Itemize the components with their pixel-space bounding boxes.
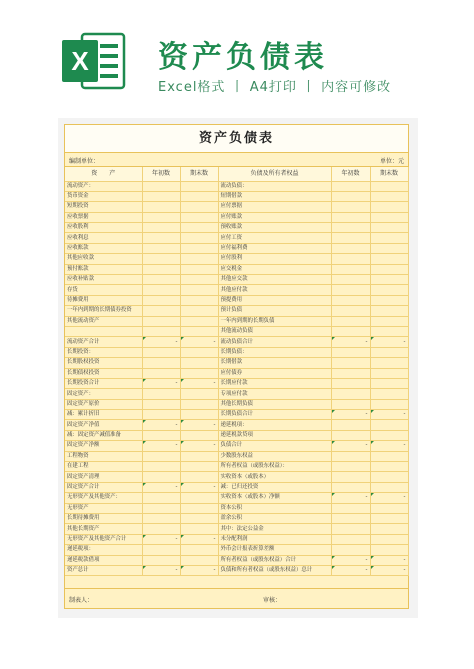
table-cell[interactable]: - xyxy=(370,555,408,565)
table-cell[interactable] xyxy=(180,399,218,409)
table-cell[interactable] xyxy=(142,306,180,316)
table-cell[interactable]: 固定资产合计 xyxy=(65,482,142,492)
table-cell[interactable] xyxy=(180,514,218,524)
table-row xyxy=(65,545,408,555)
table-cell[interactable]: 工程物资 xyxy=(65,451,142,461)
table-cell[interactable]: 货币资金 xyxy=(65,191,142,201)
balance-table xyxy=(65,167,409,576)
table-cell[interactable] xyxy=(142,254,180,264)
table-cell[interactable] xyxy=(331,399,370,409)
table-cell[interactable]: 长期债权投资 xyxy=(65,368,142,378)
table-cell[interactable]: - xyxy=(142,420,180,430)
table-cell[interactable] xyxy=(142,347,180,357)
table-row xyxy=(65,493,408,503)
table-cell[interactable] xyxy=(331,545,370,555)
table-cell[interactable]: 短期借款 xyxy=(218,191,331,201)
table-cell[interactable] xyxy=(180,326,218,336)
table-row xyxy=(65,472,408,482)
table-cell[interactable] xyxy=(370,389,408,399)
table-cell[interactable]: 负债合计 xyxy=(218,441,331,451)
table-cell[interactable]: 递延税项： xyxy=(218,420,331,430)
table-cell[interactable] xyxy=(142,223,180,233)
table-cell[interactable] xyxy=(370,514,408,524)
table-row xyxy=(65,337,408,347)
table-cell[interactable]: 实收资本（或股本） xyxy=(218,472,331,482)
column-header: 期末数 xyxy=(370,167,408,181)
table-cell[interactable] xyxy=(142,524,180,534)
table-cell[interactable]: 所有者权益（或股东权益）合计 xyxy=(218,555,331,565)
table-header-row xyxy=(65,167,408,181)
table-cell[interactable] xyxy=(370,264,408,274)
table-cell[interactable]: - xyxy=(180,534,218,544)
balance-sheet xyxy=(64,124,409,609)
table-cell[interactable] xyxy=(331,472,370,482)
table-cell[interactable] xyxy=(370,472,408,482)
table-cell[interactable] xyxy=(331,181,370,191)
table-cell[interactable]: 专项应付款 xyxy=(218,389,331,399)
table-cell[interactable]: - xyxy=(331,555,370,565)
table-row xyxy=(65,212,408,222)
table-cell[interactable] xyxy=(331,285,370,295)
table-cell[interactable]: 减：已归还投资 xyxy=(218,482,331,492)
table-cell[interactable] xyxy=(180,430,218,440)
table-cell[interactable] xyxy=(331,358,370,368)
table-row xyxy=(65,223,408,233)
table-cell[interactable] xyxy=(331,368,370,378)
table-cell[interactable]: 应收利息 xyxy=(65,233,142,243)
table-cell[interactable] xyxy=(331,316,370,326)
table-cell[interactable]: 应付票据 xyxy=(218,202,331,212)
table-cell[interactable] xyxy=(331,326,370,336)
preparer-label: 制表人： xyxy=(69,597,94,604)
column-header: 期末数 xyxy=(180,167,218,181)
table-cell[interactable] xyxy=(331,254,370,264)
table-cell[interactable] xyxy=(142,295,180,305)
table-row xyxy=(65,410,408,420)
table-cell[interactable] xyxy=(331,264,370,274)
table-cell[interactable]: 实收资本（或股本）净额 xyxy=(218,493,331,503)
table-row xyxy=(65,358,408,368)
table-cell[interactable]: - xyxy=(331,337,370,347)
table-cell[interactable] xyxy=(142,212,180,222)
table-cell[interactable] xyxy=(331,243,370,253)
table-row xyxy=(65,368,408,378)
table-row xyxy=(65,233,408,243)
table-row xyxy=(65,565,408,575)
table-row xyxy=(65,181,408,191)
table-cell[interactable]: 其他长期负债 xyxy=(218,399,331,409)
table-cell[interactable]: 长期负债合计 xyxy=(218,410,331,420)
table-cell[interactable]: 应收账款 xyxy=(65,243,142,253)
column-header: 年初数 xyxy=(142,167,180,181)
table-cell[interactable] xyxy=(142,493,180,503)
table-cell[interactable] xyxy=(142,430,180,440)
table-cell[interactable] xyxy=(180,202,218,212)
table-cell[interactable]: 应付福利费 xyxy=(218,243,331,253)
table-cell[interactable]: 其他长期资产 xyxy=(65,524,142,534)
table-cell[interactable] xyxy=(370,223,408,233)
table-row xyxy=(65,306,408,316)
table-cell[interactable]: 在建工程 xyxy=(65,462,142,472)
table-cell[interactable]: 流动资产合计 xyxy=(65,337,142,347)
table-cell[interactable] xyxy=(180,212,218,222)
table-row xyxy=(65,503,408,513)
table-cell[interactable] xyxy=(142,191,180,201)
table-cell[interactable]: 应交税金 xyxy=(218,264,331,274)
table-cell[interactable] xyxy=(370,462,408,472)
table-cell[interactable] xyxy=(180,410,218,420)
table-cell[interactable] xyxy=(180,472,218,482)
table-cell[interactable]: 预付账款 xyxy=(65,264,142,274)
table-cell[interactable] xyxy=(331,451,370,461)
table-cell[interactable]: - xyxy=(142,534,180,544)
table-cell[interactable]: 其他流动资产 xyxy=(65,316,142,326)
table-cell[interactable]: 无形资产 xyxy=(65,503,142,513)
table-row xyxy=(65,420,408,430)
table-cell[interactable] xyxy=(331,514,370,524)
table-cell[interactable]: 固定资产净值 xyxy=(65,420,142,430)
table-cell[interactable]: - xyxy=(142,565,180,575)
table-cell[interactable]: - xyxy=(180,482,218,492)
table-cell[interactable] xyxy=(180,493,218,503)
table-row xyxy=(65,555,408,565)
table-cell[interactable]: 短期投资 xyxy=(65,202,142,212)
table-cell[interactable]: 资产总计 xyxy=(65,565,142,575)
table-cell[interactable]: 预计负债 xyxy=(218,306,331,316)
table-cell[interactable] xyxy=(370,430,408,440)
table-cell[interactable] xyxy=(180,347,218,357)
meta-row xyxy=(65,153,408,167)
table-cell[interactable]: 递延税款贷项 xyxy=(218,430,331,440)
table-cell[interactable]: 固定资产： xyxy=(65,389,142,399)
table-cell[interactable] xyxy=(142,316,180,326)
table-cell[interactable] xyxy=(331,389,370,399)
table-cell[interactable]: 长期借款 xyxy=(218,358,331,368)
table-cell[interactable]: 长期投资合计 xyxy=(65,378,142,388)
table-cell[interactable] xyxy=(142,503,180,513)
table-cell[interactable] xyxy=(370,275,408,285)
table-cell[interactable]: - xyxy=(331,410,370,420)
table-cell[interactable]: 预提费用 xyxy=(218,295,331,305)
sheet-title: 资产负债表 xyxy=(65,125,408,153)
table-cell[interactable]: 递延税项： xyxy=(65,545,142,555)
table-row xyxy=(65,482,408,492)
table-row xyxy=(65,254,408,264)
table-cell[interactable]: - xyxy=(180,378,218,388)
table-cell[interactable]: - xyxy=(370,565,408,575)
table-cell[interactable]: - xyxy=(331,441,370,451)
table-cell[interactable] xyxy=(370,254,408,264)
table-cell[interactable] xyxy=(142,462,180,472)
table-cell[interactable] xyxy=(142,545,180,555)
table-cell[interactable] xyxy=(370,243,408,253)
table-cell[interactable] xyxy=(180,368,218,378)
table-cell[interactable] xyxy=(142,451,180,461)
table-cell[interactable] xyxy=(370,482,408,492)
table-cell[interactable] xyxy=(370,306,408,316)
excel-logo-icon xyxy=(60,30,126,92)
table-cell[interactable]: - xyxy=(180,441,218,451)
table-cell[interactable]: - xyxy=(370,337,408,347)
table-cell[interactable] xyxy=(370,181,408,191)
table-cell[interactable] xyxy=(331,347,370,357)
table-cell[interactable]: 长期待摊费用 xyxy=(65,514,142,524)
table-cell[interactable] xyxy=(331,534,370,544)
table-cell[interactable] xyxy=(331,420,370,430)
table-cell[interactable]: 应付工资 xyxy=(218,233,331,243)
table-cell[interactable]: 盈余公积 xyxy=(218,514,331,524)
table-cell[interactable]: 负债和所有者权益（或股东权益）总计 xyxy=(218,565,331,575)
table-cell[interactable]: - xyxy=(370,410,408,420)
table-cell[interactable] xyxy=(180,451,218,461)
table-cell[interactable]: 一年内到期的长期债券投资 xyxy=(65,306,142,316)
table-cell[interactable]: - xyxy=(180,420,218,430)
table-cell[interactable] xyxy=(331,223,370,233)
table-cell[interactable] xyxy=(180,243,218,253)
table-row xyxy=(65,462,408,472)
table-cell[interactable] xyxy=(180,545,218,555)
table-cell[interactable] xyxy=(370,316,408,326)
table-cell[interactable] xyxy=(370,191,408,201)
table-cell[interactable] xyxy=(331,202,370,212)
table-cell[interactable] xyxy=(142,368,180,378)
table-cell[interactable] xyxy=(331,306,370,316)
table-cell[interactable]: 长期股权投资 xyxy=(65,358,142,368)
page-header xyxy=(0,0,474,112)
table-cell[interactable] xyxy=(142,389,180,399)
table-cell[interactable] xyxy=(370,524,408,534)
table-cell[interactable]: 递延税款借项 xyxy=(65,555,142,565)
table-cell[interactable]: - xyxy=(142,441,180,451)
table-cell[interactable] xyxy=(331,482,370,492)
table-cell[interactable]: - xyxy=(370,441,408,451)
table-cell[interactable] xyxy=(331,503,370,513)
table-cell[interactable] xyxy=(142,410,180,420)
table-cell[interactable] xyxy=(370,326,408,336)
table-cell[interactable]: 资本公积 xyxy=(218,503,331,513)
table-cell[interactable]: 流动负债合计 xyxy=(218,337,331,347)
table-cell[interactable] xyxy=(180,233,218,243)
table-cell[interactable]: 应收股利 xyxy=(65,223,142,233)
table-cell[interactable] xyxy=(142,202,180,212)
table-cell[interactable]: 流动资产： xyxy=(65,181,142,191)
table-cell[interactable]: 流动负债： xyxy=(218,181,331,191)
table-row xyxy=(65,389,408,399)
table-cell[interactable] xyxy=(142,358,180,368)
table-cell[interactable] xyxy=(370,503,408,513)
table-cell[interactable] xyxy=(370,545,408,555)
table-cell[interactable] xyxy=(370,295,408,305)
table-cell[interactable] xyxy=(370,534,408,544)
table-cell[interactable]: 应付股利 xyxy=(218,254,331,264)
table-cell[interactable] xyxy=(180,254,218,264)
table-cell[interactable]: 外币会计报表折算差额 xyxy=(218,545,331,555)
unit-label: 单位：元 xyxy=(379,158,404,165)
table-cell[interactable]: - xyxy=(180,337,218,347)
table-cell[interactable]: - xyxy=(142,378,180,388)
table-cell[interactable]: - xyxy=(331,565,370,575)
table-cell[interactable] xyxy=(142,555,180,565)
table-cell[interactable]: 待摊费用 xyxy=(65,295,142,305)
table-cell[interactable] xyxy=(142,275,180,285)
table-cell[interactable]: 存货 xyxy=(65,285,142,295)
table-cell[interactable] xyxy=(370,285,408,295)
table-cell[interactable]: - xyxy=(331,493,370,503)
logo-letter: X xyxy=(71,46,89,76)
table-row xyxy=(65,316,408,326)
table-row xyxy=(65,243,408,253)
table-cell[interactable] xyxy=(331,233,370,243)
table-cell[interactable] xyxy=(142,514,180,524)
table-cell[interactable]: 其他应付款 xyxy=(218,285,331,295)
table-cell[interactable]: 减：累计折旧 xyxy=(65,410,142,420)
table-cell[interactable] xyxy=(370,420,408,430)
table-cell[interactable] xyxy=(180,503,218,513)
table-row xyxy=(65,441,408,451)
table-cell[interactable]: 应付债券 xyxy=(218,368,331,378)
page-title: 资产负债表 xyxy=(158,40,328,75)
table-cell[interactable] xyxy=(142,243,180,253)
table-row xyxy=(65,191,408,201)
table-row xyxy=(65,378,408,388)
table-cell[interactable] xyxy=(142,285,180,295)
table-cell[interactable] xyxy=(370,378,408,388)
table-cell[interactable] xyxy=(331,212,370,222)
table-row xyxy=(65,285,408,295)
table-cell[interactable]: - xyxy=(370,493,408,503)
table-cell[interactable]: 固定资产清理 xyxy=(65,472,142,482)
table-cell[interactable]: 无形资产及其他资产： xyxy=(65,493,142,503)
table-cell[interactable]: 其他流动负债 xyxy=(218,326,331,336)
table-cell[interactable] xyxy=(331,462,370,472)
table-cell[interactable] xyxy=(180,181,218,191)
table-cell[interactable]: - xyxy=(142,482,180,492)
page-subtitle: Excel格式 丨 A4打印 丨 内容可修改 xyxy=(158,80,392,95)
table-cell[interactable]: 应收票据 xyxy=(65,212,142,222)
table-cell[interactable] xyxy=(331,430,370,440)
table-cell[interactable] xyxy=(180,264,218,274)
table-cell[interactable]: 少数股东权益 xyxy=(218,451,331,461)
table-cell[interactable]: - xyxy=(142,337,180,347)
table-cell[interactable]: 预收账款 xyxy=(218,223,331,233)
table-cell[interactable] xyxy=(180,555,218,565)
table-cell[interactable] xyxy=(180,223,218,233)
table-cell[interactable] xyxy=(180,316,218,326)
footer-row xyxy=(65,588,408,608)
table-cell[interactable]: 长期负债： xyxy=(218,347,331,357)
table-cell[interactable]: - xyxy=(180,565,218,575)
table-cell[interactable] xyxy=(370,212,408,222)
table-cell[interactable]: 长期应付款 xyxy=(218,378,331,388)
table-cell[interactable] xyxy=(370,347,408,357)
table-row xyxy=(65,514,408,524)
table-cell[interactable] xyxy=(331,275,370,285)
table-cell[interactable] xyxy=(180,275,218,285)
table-cell[interactable] xyxy=(370,202,408,212)
table-row xyxy=(65,264,408,274)
table-cell[interactable]: 长期投资： xyxy=(65,347,142,357)
table-cell[interactable]: 其他应交款 xyxy=(218,275,331,285)
table-row xyxy=(65,430,408,440)
table-row xyxy=(65,202,408,212)
table-cell[interactable] xyxy=(180,295,218,305)
table-cell[interactable] xyxy=(331,524,370,534)
table-cell[interactable] xyxy=(331,378,370,388)
reviewer-label: 审核： xyxy=(263,597,282,604)
column-header: 负债及所有者权益 xyxy=(218,167,331,181)
table-cell[interactable]: 固定资产净额 xyxy=(65,441,142,451)
column-header: 年初数 xyxy=(331,167,370,181)
table-row xyxy=(65,347,408,357)
table-cell[interactable] xyxy=(142,399,180,409)
table-cell[interactable] xyxy=(370,368,408,378)
table-cell[interactable] xyxy=(142,181,180,191)
table-cell[interactable] xyxy=(180,285,218,295)
table-row xyxy=(65,534,408,544)
table-cell[interactable] xyxy=(370,451,408,461)
table-cell[interactable] xyxy=(142,326,180,336)
table-row xyxy=(65,451,408,461)
table-cell[interactable] xyxy=(180,306,218,316)
table-cell[interactable]: 减：固定资产减值准备 xyxy=(65,430,142,440)
table-row xyxy=(65,275,408,285)
table-cell[interactable] xyxy=(142,264,180,274)
table-cell[interactable] xyxy=(370,358,408,368)
table-cell[interactable] xyxy=(180,524,218,534)
table-cell[interactable] xyxy=(331,191,370,201)
column-header: 资 产 xyxy=(65,167,142,181)
table-cell[interactable]: 一年内到期的长期负债 xyxy=(218,316,331,326)
org-label: 编制单位： xyxy=(69,158,100,165)
table-cell[interactable] xyxy=(370,233,408,243)
table-cell[interactable] xyxy=(180,191,218,201)
table-cell[interactable]: 无形资产及其他资产合计 xyxy=(65,534,142,544)
table-row xyxy=(65,295,408,305)
table-cell[interactable] xyxy=(142,233,180,243)
table-cell[interactable]: 应付账款 xyxy=(218,212,331,222)
table-row xyxy=(65,524,408,534)
table-cell[interactable]: 未分配利润 xyxy=(218,534,331,544)
table-cell[interactable] xyxy=(142,472,180,482)
table-cell[interactable]: 其他应收款 xyxy=(65,254,142,264)
table-cell[interactable] xyxy=(180,389,218,399)
table-cell[interactable]: 固定资产原价 xyxy=(65,399,142,409)
table-cell[interactable] xyxy=(370,399,408,409)
table-cell[interactable] xyxy=(331,295,370,305)
table-cell[interactable]: 应收补贴款 xyxy=(65,275,142,285)
table-cell[interactable] xyxy=(180,358,218,368)
table-cell[interactable] xyxy=(65,326,142,336)
table-row xyxy=(65,399,408,409)
table-cell[interactable]: 其中：法定公益金 xyxy=(218,524,331,534)
table-cell[interactable]: 所有者权益（或股东权益）： xyxy=(218,462,331,472)
table-row xyxy=(65,326,408,336)
table-cell[interactable] xyxy=(180,462,218,472)
